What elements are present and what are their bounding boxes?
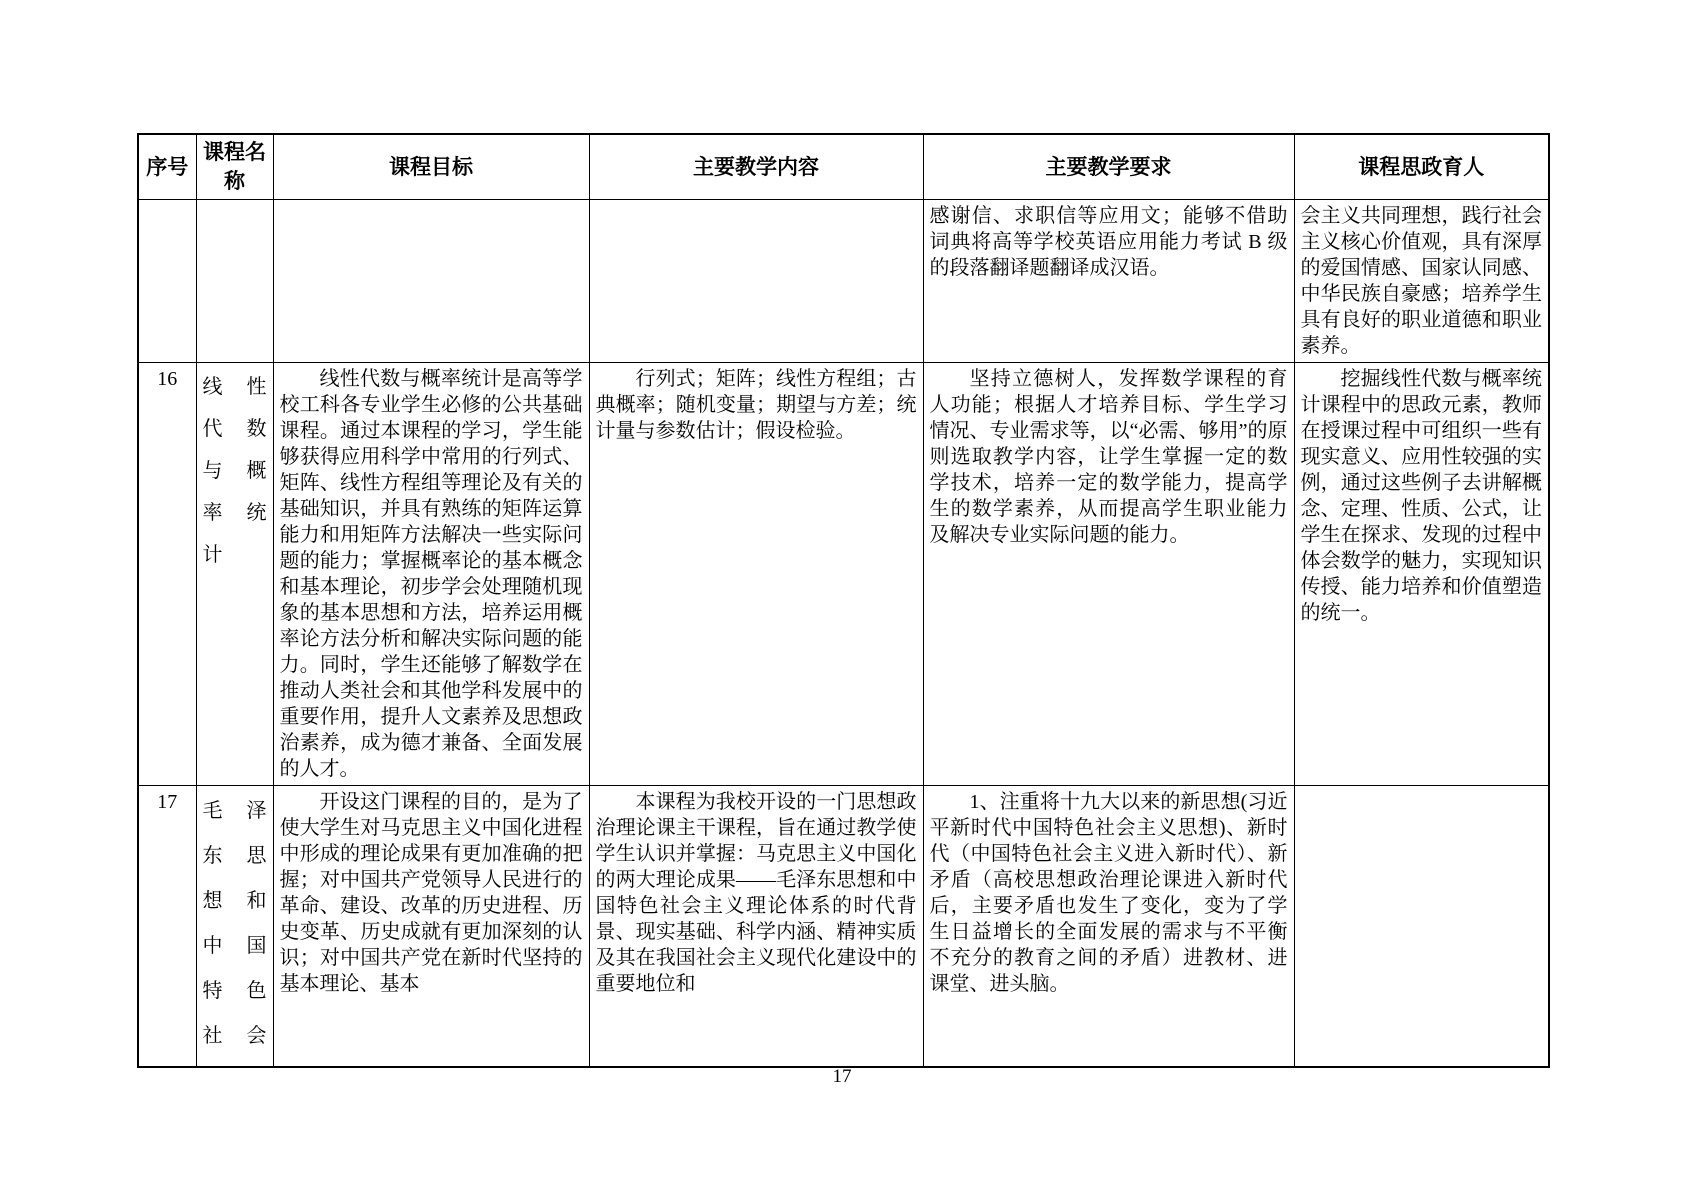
- column-header-course-name: 课程名称: [196, 134, 273, 200]
- table-row-17: [138, 786, 1549, 1067]
- column-header-objectives: 课程目标: [273, 134, 589, 200]
- column-header-teaching-requirements: 主要教学要求: [923, 134, 1294, 200]
- table-row-continuation: [138, 200, 1549, 363]
- cell-course-name-17: 毛 泽 东 思 想 和 中 国 特 色 社 会: [196, 786, 273, 1067]
- column-header-number: 序号: [138, 134, 196, 200]
- page-number: 17: [832, 1066, 852, 1087]
- table-row-16: [138, 363, 1549, 786]
- cell-teaching-requirements-17: 1、注重将十九大以来的新思想(习近平新时代中国特色社会主义思想)、新时代（中国特色社会主义进入新时代）、新矛盾（高校思想政治理论课进入新时代后，主要矛盾也发生了变化，变为了学生日益增长的全面发展的需求与不平衡不充分的教育之间的矛盾）进教材、进课堂、进头脑。: [923, 786, 1294, 1067]
- cell-teaching-requirements-16: 坚持立德树人，发挥数学课程的育人功能；根据人才培养目标、学生学习情况、专业需求等，以“必需、够用”的原则选取教学内容，让学生掌握一定的数学技术，培养一定的数学能力，提高学生的数学素养，从而提高学生职业能力及解决专业实际问题的能力。: [923, 363, 1294, 786]
- cell-number-16: 16: [138, 363, 196, 786]
- column-header-ideology-education: 课程思政育人: [1294, 134, 1549, 200]
- cell-teaching-requirements-continuation: 感谢信、求职信等应用文；能够不借助词典将高等学校英语应用能力考试 B 级的段落翻译题翻译成汉语。: [923, 200, 1294, 363]
- curriculum-table: [137, 133, 1550, 1068]
- header-row: [138, 134, 1549, 200]
- cell-course-name-continuation: [196, 200, 273, 363]
- cell-teaching-content-17: 本课程为我校开设的一门思想政治理论课主干课程，旨在通过教学使学生认识并掌握：马克思主义中国化的两大理论成果——毛泽东思想和中国特色社会主义理论体系的时代背景、现实基础、科学内涵、精神实质及其在我国社会主义现代化建设中的重要地位和: [589, 786, 923, 1067]
- cell-teaching-content-16: 行列式；矩阵；线性方程组；古典概率；随机变量；期望与方差；统计量与参数估计；假设检验。: [589, 363, 923, 786]
- cell-course-name-16: 线 性 代 数 与 概 率 统 计: [196, 363, 273, 786]
- cell-ideology-17: [1294, 786, 1549, 1067]
- cell-ideology-continuation: 会主义共同理想，践行社会主义核心价值观，具有深厚的爱国情感、国家认同感、中华民族自豪感；培养学生具有良好的职业道德和职业素养。: [1294, 200, 1549, 363]
- column-header-teaching-content: 主要教学内容: [589, 134, 923, 200]
- cell-teaching-content-continuation: [589, 200, 923, 363]
- cell-ideology-16: 挖掘线性代数与概率统计课程中的思政元素，教师在授课过程中可组织一些有现实意义、应用性较强的实例，通过这些例子去讲解概念、定理、性质、公式，让学生在探求、发现的过程中体会数学的魅力，实现知识传授、能力培养和价值塑造的统一。: [1294, 363, 1549, 786]
- cell-objectives-17: 开设这门课程的目的，是为了使大学生对马克思主义中国化进程中形成的理论成果有更加准确的把握；对中国共产党领导人民进行的革命、建设、改革的历史进程、历史变革、历史成就有更加深刻的认识；对中国共产党在新时代坚持的基本理论、基本: [273, 786, 589, 1067]
- cell-objectives-continuation: [273, 200, 589, 363]
- cell-number-17: 17: [138, 786, 196, 1067]
- cell-objectives-16: 线性代数与概率统计是高等学校工科各专业学生必修的公共基础课程。通过本课程的学习，学生能够获得应用科学中常用的行列式、矩阵、线性方程组等理论及有关的基础知识，并具有熟练的矩阵运算能力和用矩阵方法解决一些实际问题的能力；掌握概率论的基本概念和基本理论，初步学会处理随机现象的基本思想和方法，培养运用概率论方法分析和解决实际问题的能力。同时，学生还能够了解数学在推动人类社会和其他学科发展中的重要作用，提升人文素养及思想政治素养，成为德才兼备、全面发展的人才。: [273, 363, 589, 786]
- cell-number-continuation: [138, 200, 196, 363]
